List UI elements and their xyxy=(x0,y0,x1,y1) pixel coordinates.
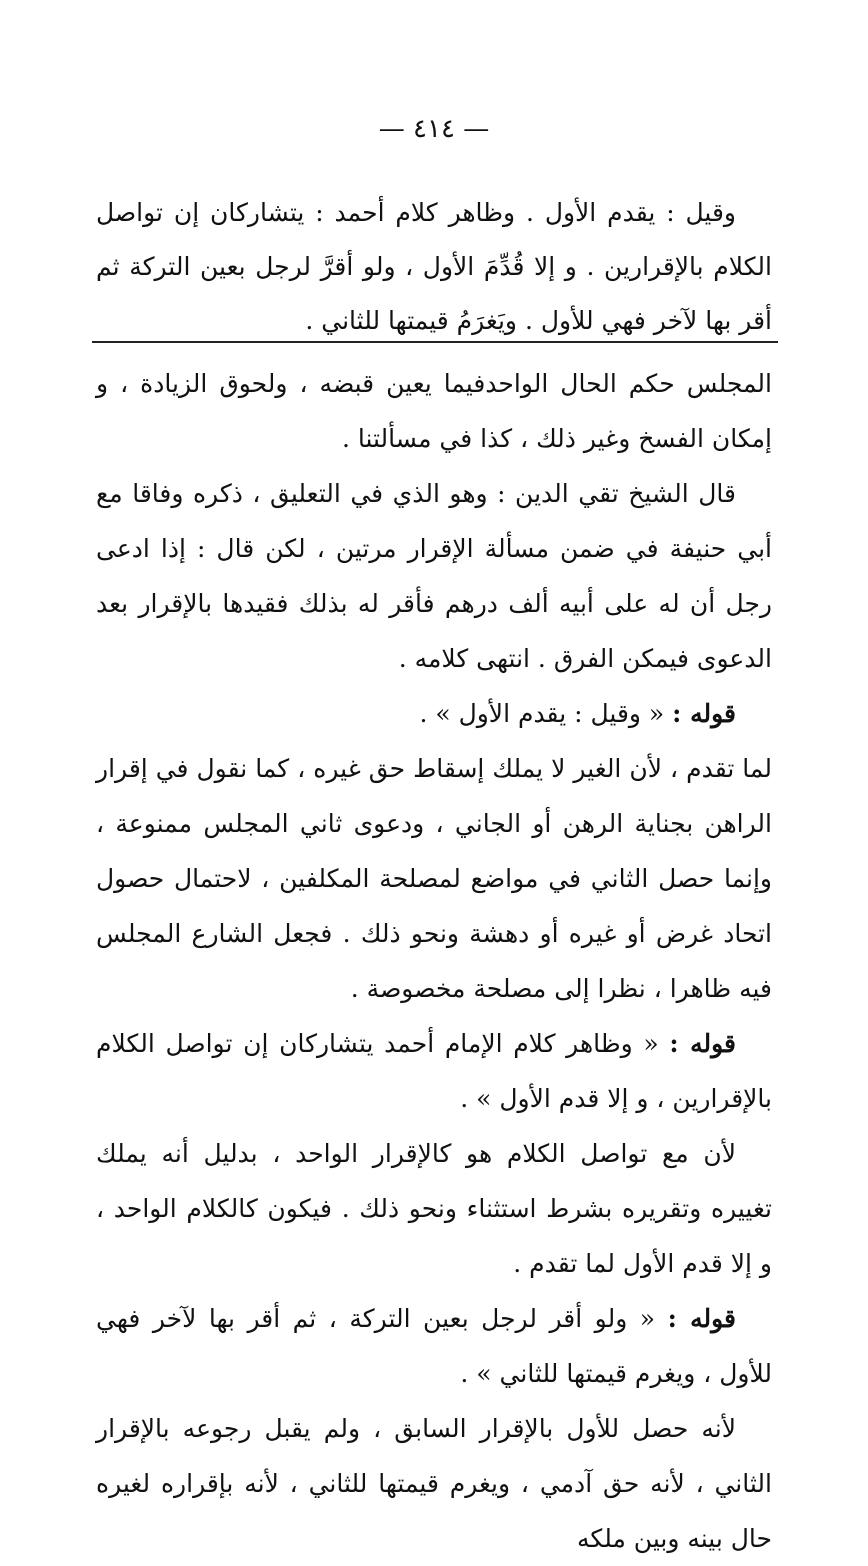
commentary-paragraph-text: قال الشيخ تقي الدين : وهو الذي في التعليق ، ذكره وفاقا مع أبي حنيفة في ضمن مسألة الإقرار مرتين ، لكن قال : إذا ادعى رجل أن له على أبيه ألف درهم فأقر له بذلك فقيدها بالإقرار بعد الدعوى فيمكن الفرق . انتهى كلامه . xyxy=(96,479,772,673)
commentary-paragraph xyxy=(96,1401,772,1566)
footnote-divider xyxy=(92,341,778,343)
commentary-paragraph-text: المجلس حكم الحال الواحدفيما يعين قبضه ، ولحوق الزيادة ، و إمكان الفسخ وغير ذلك ، كذا في مسألتنا . xyxy=(96,369,772,453)
commentary-paragraph-text: « وظاهر كلام الإمام أحمد يتشاركان إن تواصل الكلام بالإقرارين ، و إلا قدم الأول » . xyxy=(96,1029,772,1113)
commentary-paragraph xyxy=(96,1016,772,1126)
commentary-paragraph-text: « ولو أقر لرجل بعين التركة ، ثم أقر بها لآخر فهي للأول ، ويغرم قيمتها للثاني » . xyxy=(96,1304,772,1388)
main-text-paragraph: وقيل : يقدم الأول . وظاهر كلام أحمد : يتشاركان إن تواصل الكلام بالإقرارين . و إلا قُدِّمَ الأول ، ولو أقرَّ لرجل بعين التركة ثم أقر بها لآخر فهي للأول . ويَغرَمُ قيمتها للثاني . xyxy=(96,198,772,335)
qawluhu-lead: قوله : xyxy=(669,1029,736,1058)
commentary-text xyxy=(96,356,772,1566)
commentary-paragraph-text: لما تقدم ، لأن الغير لا يملك إسقاط حق غيره ، كما نقول في إقرار الراهن بجناية الرهن أو الجاني ، ودعوى ثاني المجلس ممنوعة ، وإنما حصل الثاني في مواضع لمصلحة المكلفين ، لاحتمال حصول اتحاد غرض أو غيره أو دهشة ونحو ذلك . فجعل الشارع المجلس فيه ظاهرا ، نظرا إلى مصلحة مخصوصة . xyxy=(96,754,772,1003)
commentary-paragraph xyxy=(96,686,772,741)
commentary-paragraph-text: « وقيل : يقدم الأول » . xyxy=(419,699,673,728)
commentary-paragraph xyxy=(96,466,772,686)
commentary-paragraph-text: لأنه حصل للأول بالإقرار السابق ، ولم يقبل رجوعه بالإقرار الثاني ، لأنه حق آدمي ، ويغرم قيمتها للثاني ، لأنه بإقراره لغيره حال بينه وبين ملكه xyxy=(96,1414,772,1553)
main-text xyxy=(96,186,772,348)
commentary-paragraph xyxy=(96,1126,772,1291)
commentary-paragraph xyxy=(96,1291,772,1401)
qawluhu-lead: قوله : xyxy=(672,699,736,728)
commentary-paragraph xyxy=(96,356,772,466)
commentary-paragraph-text: لأن مع تواصل الكلام هو كالإقرار الواحد ، بدليل أنه يملك تغييره وتقريره بشرط استثناء ونحو ذلك . فيكون كالكلام الواحد ، و إلا قدم الأول لما تقدم . xyxy=(96,1139,772,1278)
qawluhu-lead: قوله : xyxy=(667,1304,736,1333)
commentary-paragraph xyxy=(96,741,772,1016)
page-number: — ٤١٤ — xyxy=(378,114,490,144)
